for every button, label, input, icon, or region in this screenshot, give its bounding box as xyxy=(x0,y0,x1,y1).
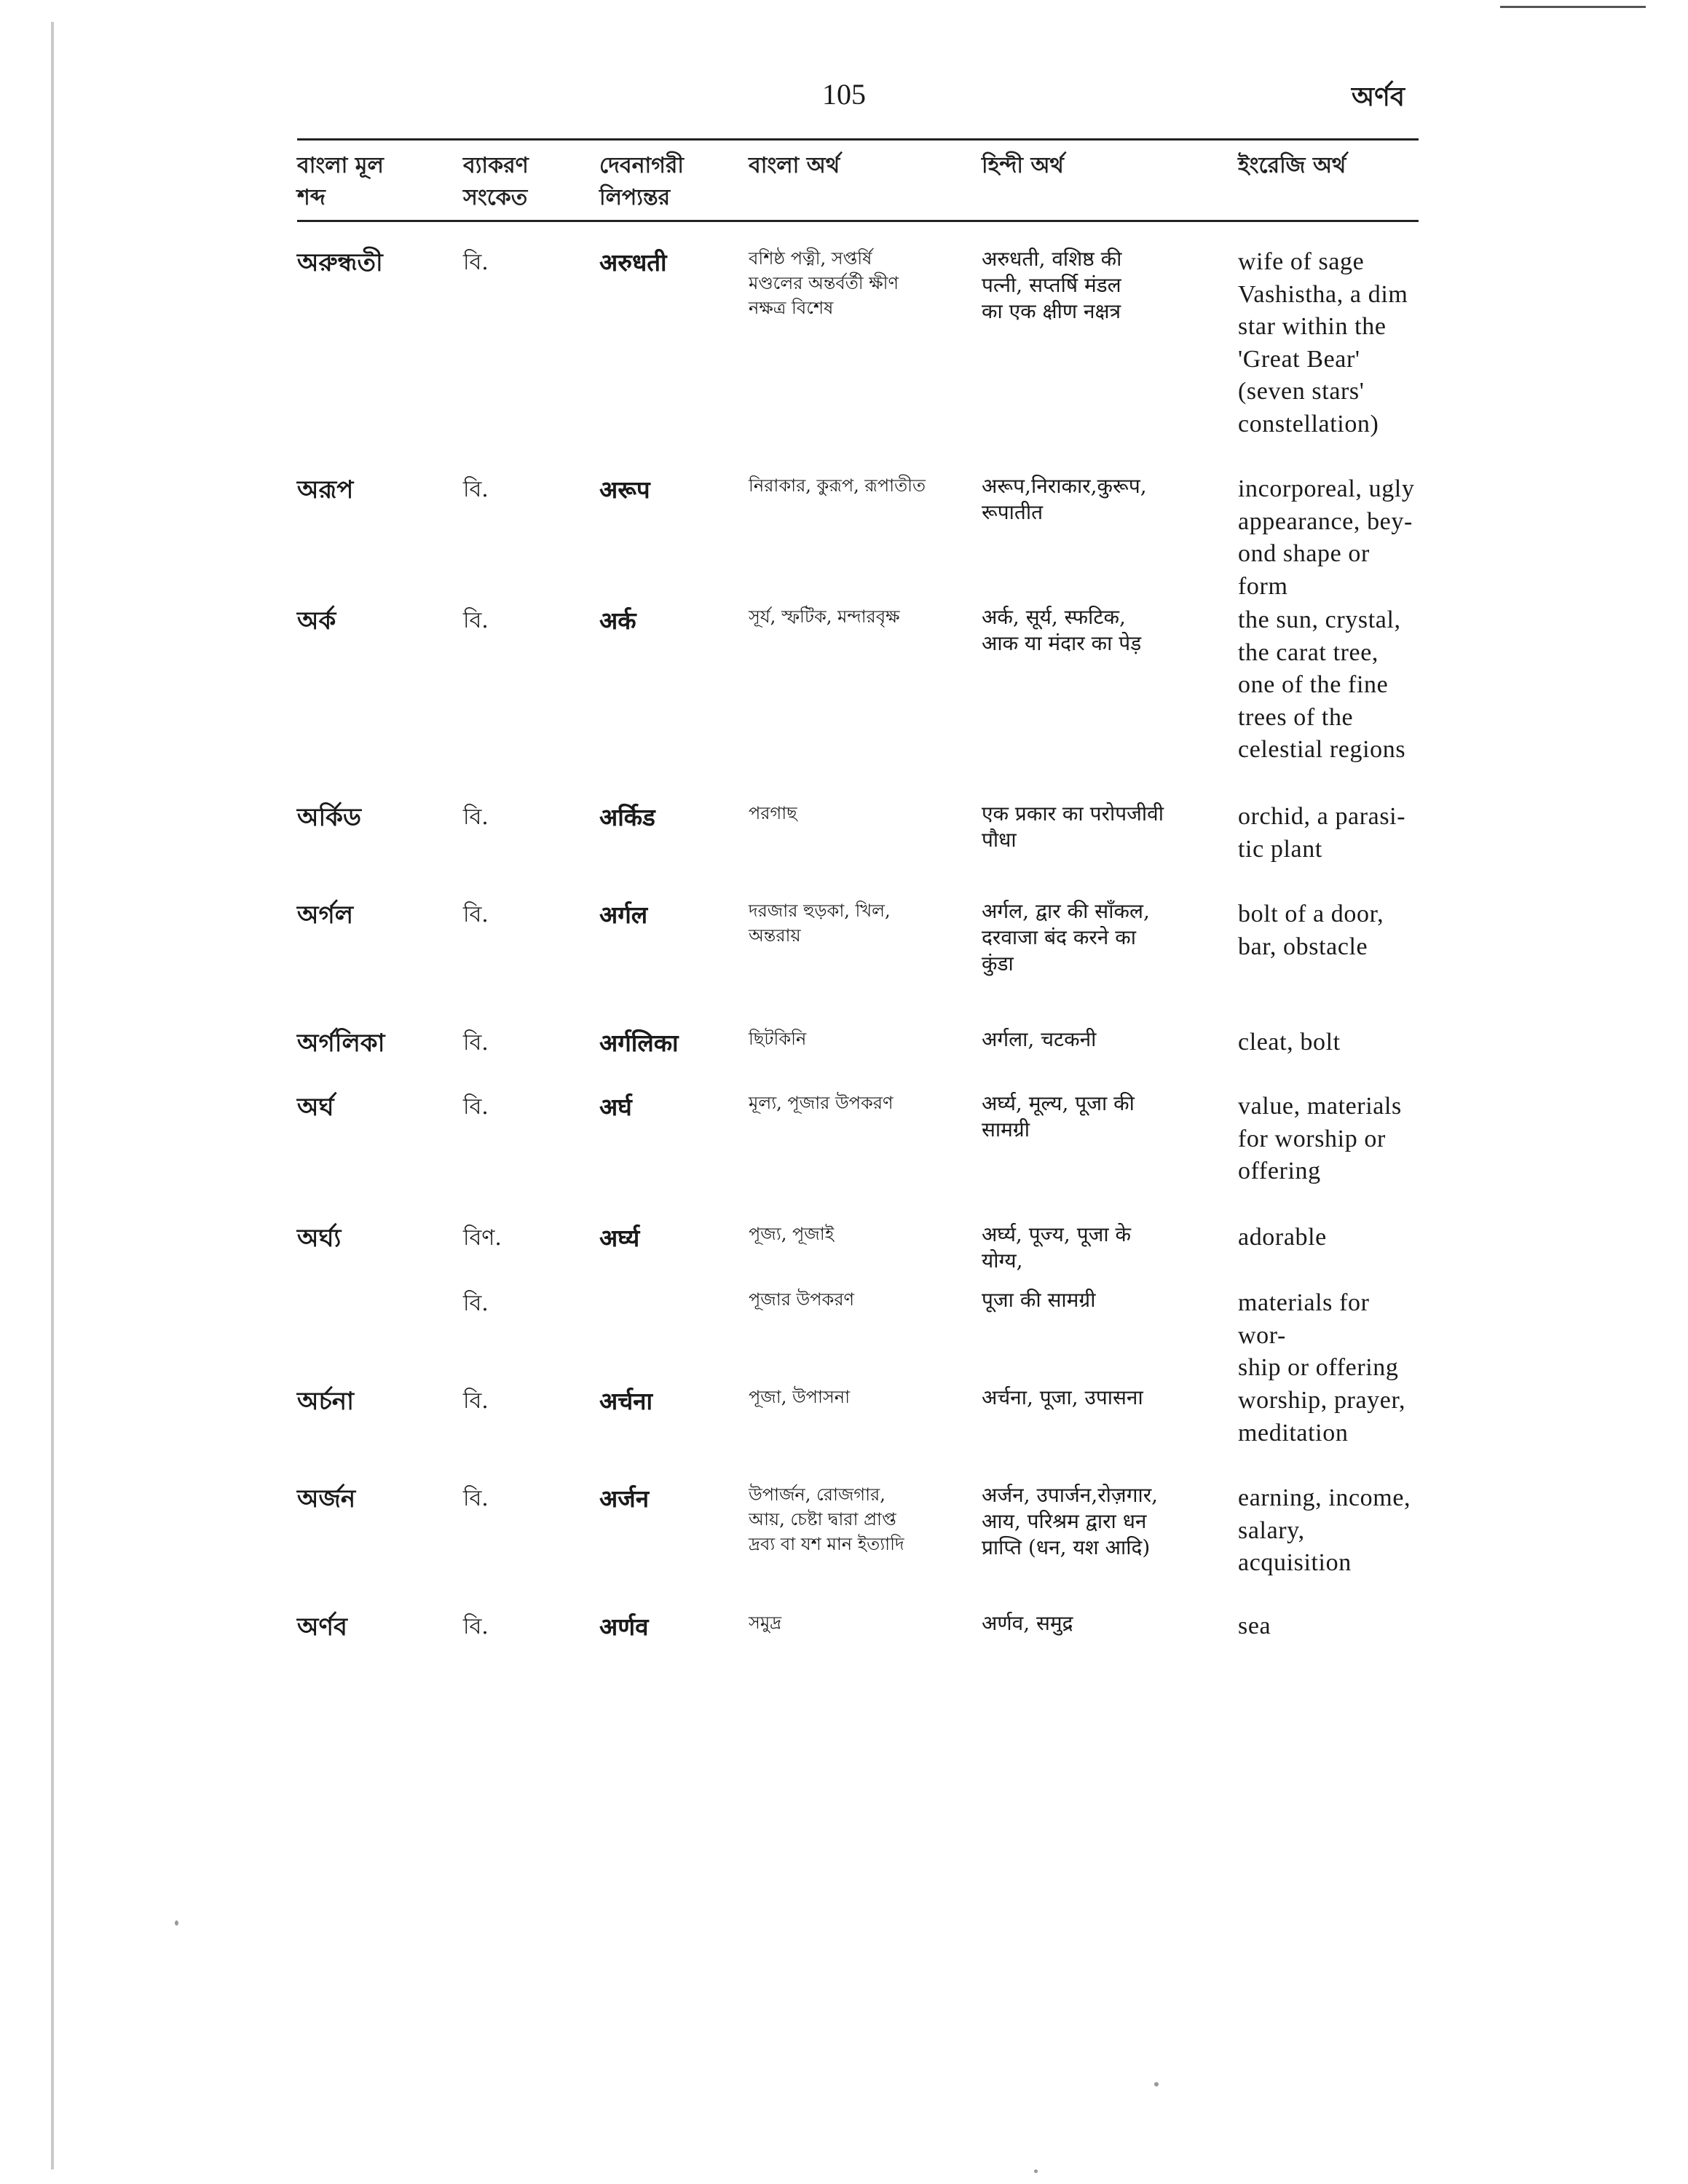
grammar-tag: বি. xyxy=(463,1388,489,1414)
devanagari-word: अर्घ xyxy=(599,1093,632,1121)
hindi-meaning: अर्जन, उपार्जन,रोज़गार, आय, परिश्रम द्वारा धन प्राप्ति (धन, यश आदि) xyxy=(982,1483,1159,1559)
hindi-meaning: पूजा की सामग्री xyxy=(982,1288,1096,1312)
devanagari-word: अर्क xyxy=(599,606,636,635)
devanagari-word: अर्किड xyxy=(599,803,655,831)
bengali-meaning: ছিটকিনি xyxy=(749,1029,807,1049)
head-word: অর্ঘ্য xyxy=(297,1224,342,1253)
head-word: অর্গলিকা xyxy=(297,1029,385,1058)
devanagari-word: अर्चना xyxy=(599,1387,653,1415)
table-top-rule xyxy=(297,138,1419,141)
english-meaning: bolt of a door, bar, obstacle xyxy=(1238,901,1384,960)
english-meaning: incorporeal, ugly appearance, bey- ond shape or form xyxy=(1238,475,1415,600)
head-word: অরূপ xyxy=(297,475,354,505)
bengali-meaning: বশিষ্ঠ পত্নী, সপ্তর্ষি মণ্ডলের অন্তর্বর্তী ক্ষীণ নক্ষত্র বিশেষ xyxy=(749,248,899,318)
hindi-meaning: अर्क, सूर्य, स्फटिक, आक या मंदार का पेड़ xyxy=(982,605,1142,655)
devanagari-word: अरूप xyxy=(599,475,650,504)
hindi-meaning: अरूप,निराकार,कुरूप, रूपातीत xyxy=(982,474,1147,524)
scan-speck xyxy=(175,1920,178,1926)
english-meaning: adorable xyxy=(1238,1224,1327,1251)
grammar-tag: বি. xyxy=(463,250,489,275)
hindi-meaning: एक प्रकार का परोपजीवी पौधा xyxy=(982,802,1164,852)
table-header-row xyxy=(297,150,1419,220)
head-word: অর্ঘ xyxy=(297,1093,334,1122)
hindi-meaning: अर्चना, पूजा, उपासना xyxy=(982,1385,1143,1409)
english-meaning: worship, prayer, meditation xyxy=(1238,1387,1406,1447)
grammar-tag: বি. xyxy=(463,1030,489,1056)
scan-top-edge xyxy=(1500,6,1646,8)
head-word: অর্গল xyxy=(297,901,354,930)
head-word: অর্ণব xyxy=(297,1613,347,1642)
grammar-tag: বি. xyxy=(463,1291,489,1316)
scan-speck xyxy=(1034,2169,1038,2173)
table-header-rule xyxy=(297,220,1419,222)
devanagari-word: अरुधती xyxy=(599,248,667,277)
hindi-meaning: अर्णव, समुद्र xyxy=(982,1611,1073,1635)
column-header-bengali-meaning: বাংলা অর্থ xyxy=(749,153,840,178)
column-header-hindi-meaning: হিন্দী অর্থ xyxy=(982,153,1064,178)
bengali-meaning: সূর্য, স্ফটিক, মন্দারবৃক্ষ xyxy=(749,606,900,627)
grammar-tag: বি. xyxy=(463,608,489,633)
bengali-meaning: নিরাকার, কুরূপ, রূপাতীত xyxy=(749,475,926,496)
grammar-tag: বি. xyxy=(463,804,489,830)
english-meaning: the sun, crystal, the carat tree, one of the fine trees of the celestial regions xyxy=(1238,606,1406,763)
column-header-grammar: ব্যাকরণ সংকেত xyxy=(463,153,529,210)
hindi-meaning: अरुधती, वशिष्ठ की पत्नी, सप्तर्षि मंडल का एक क्षीण नक्षत्र xyxy=(982,247,1122,323)
english-meaning: orchid, a parasi- tic plant xyxy=(1238,803,1406,863)
bengali-meaning: পরগাছ xyxy=(749,803,797,823)
column-header-devanagari: দেবনাগরী লিপ্যন্তর xyxy=(599,153,684,210)
hindi-meaning: अर्गल, द्वार की साँकल, दरवाजा बंद करने का कुंडा xyxy=(982,899,1150,976)
english-meaning: value, materials for worship or offering xyxy=(1238,1093,1402,1184)
bengali-meaning: পূজা, উপাসনা xyxy=(749,1387,851,1407)
grammar-tag: বি. xyxy=(463,477,489,502)
bengali-meaning: দরজার হুড়কা, খিল, অন্তরায় xyxy=(749,901,891,946)
running-head: অর্ণব xyxy=(1352,82,1405,112)
devanagari-word: अर्जन xyxy=(599,1484,650,1513)
devanagari-word: अर्घ्य xyxy=(599,1224,640,1252)
bengali-meaning: সমুদ্র xyxy=(749,1613,782,1633)
devanagari-word: अर्गलिका xyxy=(599,1029,679,1057)
grammar-tag: বি. xyxy=(463,1094,489,1120)
bengali-meaning: মূল্য, পূজার উপকরণ xyxy=(749,1093,894,1113)
column-header-english-meaning: ইংরেজি অর্থ xyxy=(1238,153,1346,178)
english-meaning: wife of sage Vashistha, a dim star within the 'Great Bear' (seven stars' constellation) xyxy=(1238,248,1408,438)
head-word: অর্জন xyxy=(297,1484,356,1514)
grammar-tag: বিণ. xyxy=(463,1225,502,1251)
devanagari-word: अर्णव xyxy=(599,1613,649,1641)
hindi-meaning: अर्गला, चटकनी xyxy=(982,1027,1097,1051)
english-meaning: cleat, bolt xyxy=(1238,1029,1341,1056)
devanagari-word: अर्गल xyxy=(599,901,648,929)
head-word: অরুন্ধতী xyxy=(297,248,383,277)
english-meaning: earning, income, salary, acquisition xyxy=(1238,1484,1411,1576)
bengali-meaning: পূজার উপকরণ xyxy=(749,1289,855,1310)
scan-left-edge xyxy=(51,22,54,2169)
scan-speck xyxy=(1154,2082,1159,2086)
grammar-tag: বি. xyxy=(463,1614,489,1639)
head-word: অর্কিড xyxy=(297,803,361,832)
grammar-tag: বি. xyxy=(463,1486,489,1511)
grammar-tag: বি. xyxy=(463,902,489,927)
english-meaning: sea xyxy=(1238,1613,1271,1639)
head-word: অর্ক xyxy=(297,606,336,636)
bengali-meaning: উপার্জন, রোজগার, আয়, চেষ্টা দ্বারা প্রাপ্ত দ্রব্য বা যশ মান ইত্যাদি xyxy=(749,1484,904,1554)
bengali-meaning: পূজ্য, পূজাই xyxy=(749,1224,835,1244)
head-word: অর্চনা xyxy=(297,1387,354,1416)
column-header-bengali-word: বাংলা মূল শব্দ xyxy=(297,153,384,210)
hindi-meaning: अर्घ्य, पूज्य, पूजा के योग्य, xyxy=(982,1222,1132,1273)
page-number: 105 xyxy=(822,78,866,111)
hindi-meaning: अर्घ्य, मूल्य, पूजा की सामग्री xyxy=(982,1091,1135,1142)
english-meaning: materials for wor- ship or offering xyxy=(1238,1289,1399,1381)
